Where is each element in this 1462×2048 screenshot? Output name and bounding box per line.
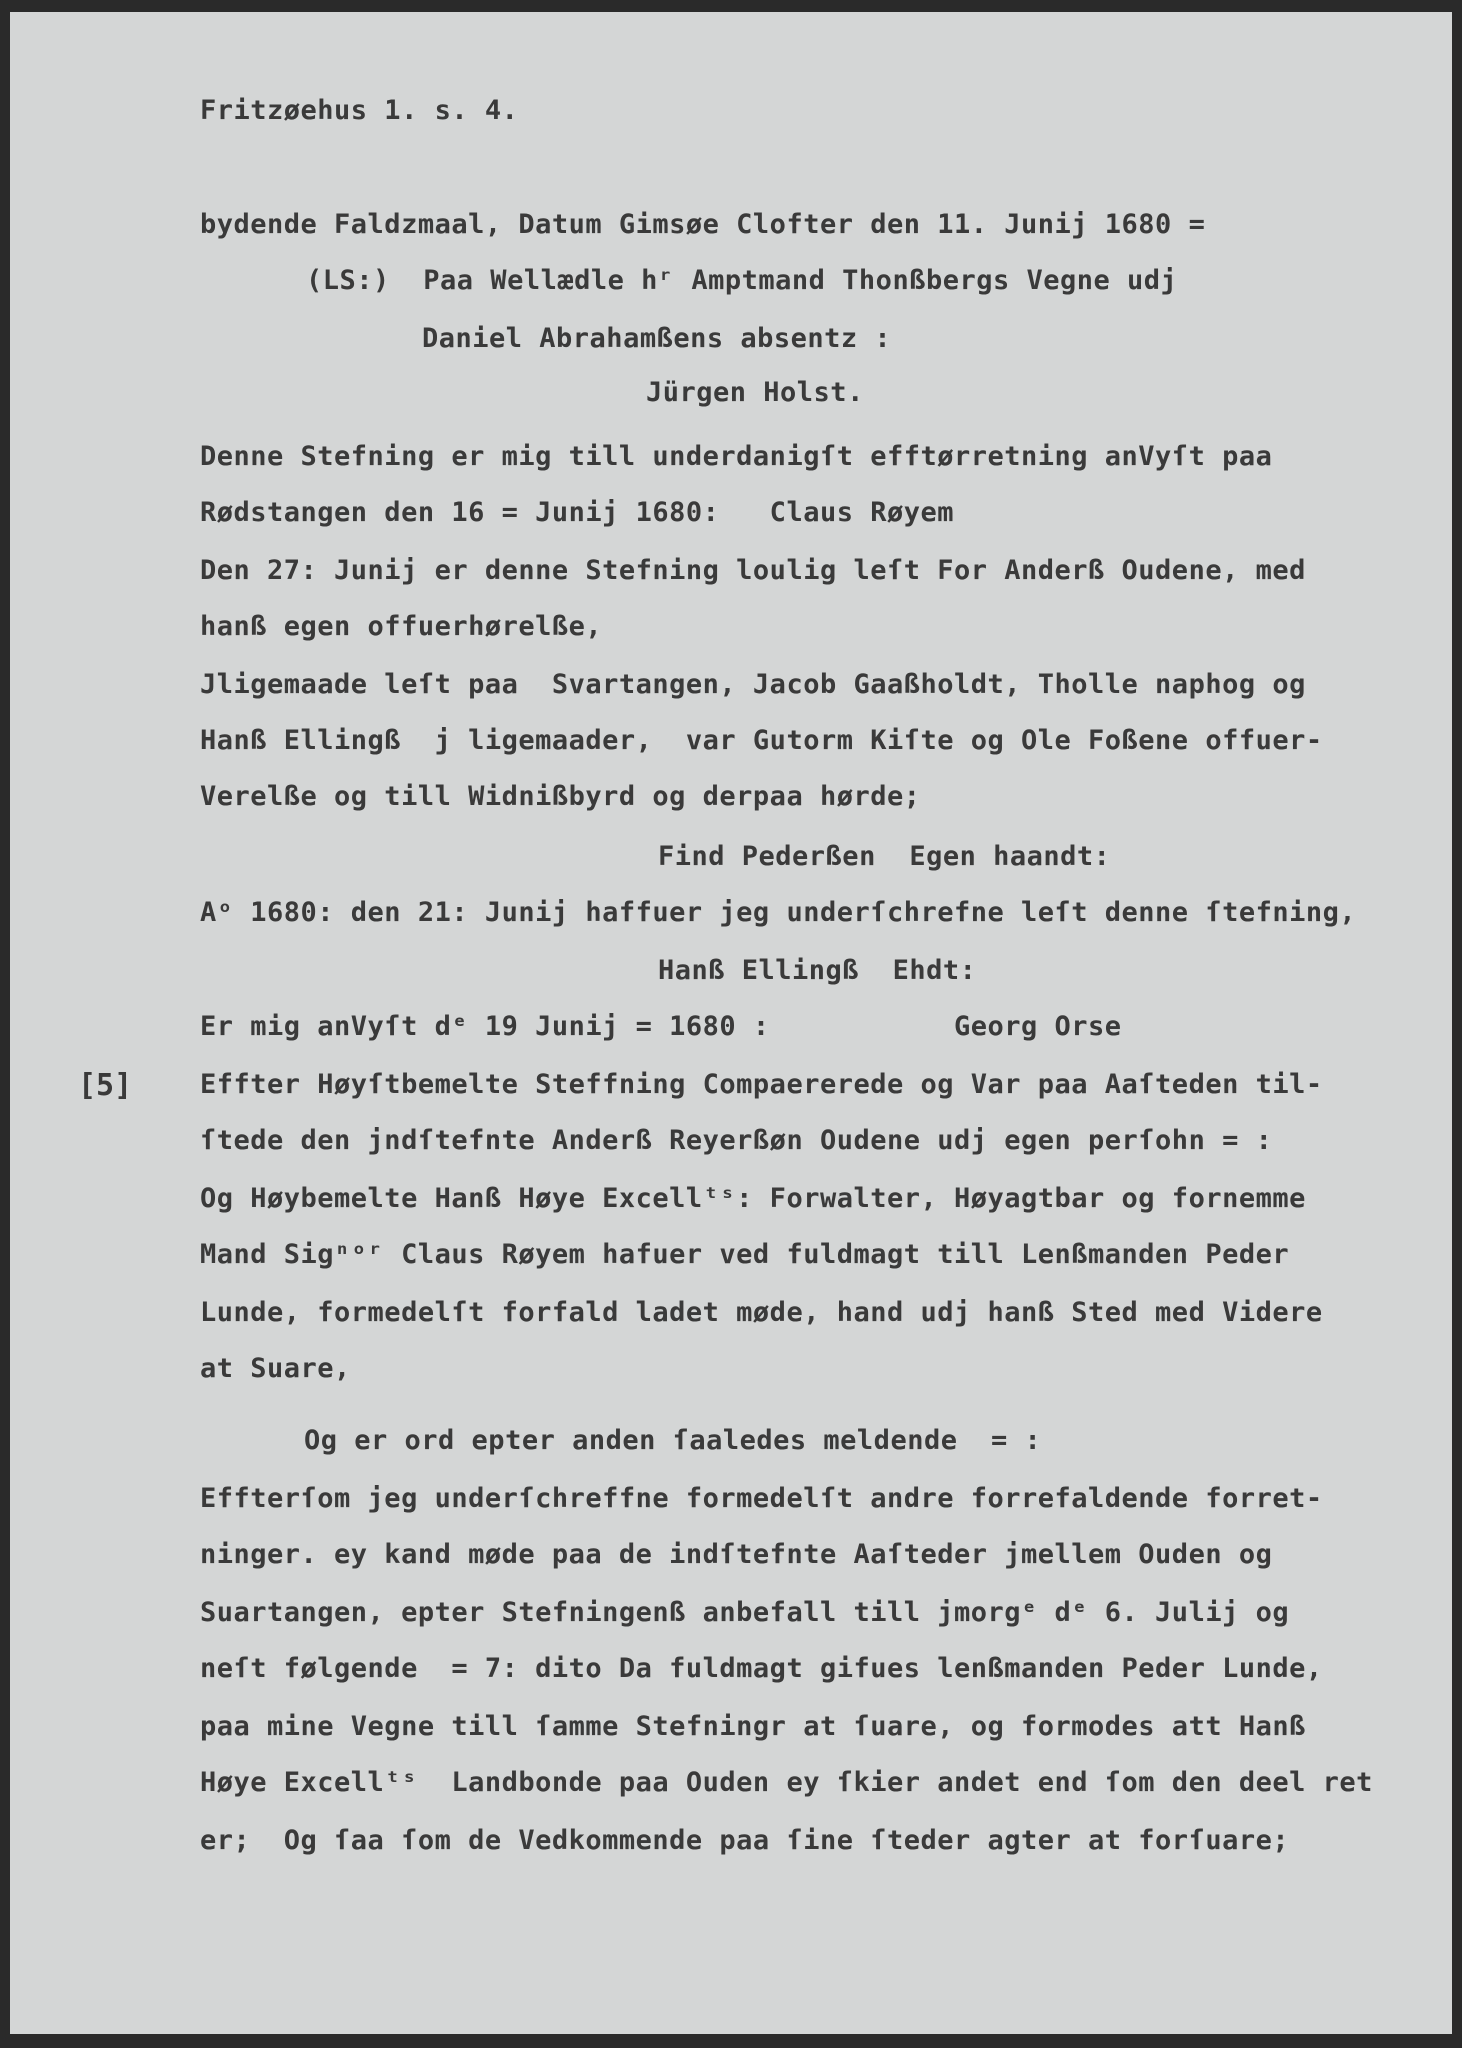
text-line: er; Og ſaa ſom de Vedkommende paa ſine ſteder agter at forſuare; [200,1825,1290,1856]
signature-line: Find Pederßen Egen haandt: [658,841,1111,872]
text-line: Effterſom jeg underſchreffne formedelſt andre forrefaldende forret- [200,1483,1323,1514]
text-line: at Suare, [200,1353,351,1384]
text-line: Effter Høyſtbemelte Steffning Compaererede og Var paa Aaſteden til- [200,1069,1323,1100]
text-line: Den 27: Junij er denne Stefning loulig leſt For Anderß Oudene, med [200,555,1306,586]
text-line: Aᵒ 1680: den 21: Junij haffuer jeg underſchrefne leſt denne ſtefning, [200,897,1357,928]
text-line: Daniel Abrahamßens absentz : [422,323,892,354]
text-line: Hanß Ellingß j ligemaader, var Gutorm Kiſte og Ole Foßene offuer- [200,725,1323,756]
text-line: (LS:) Paa Wellædle hʳ Amptmand Thonßbergs Vegne udj [306,265,1178,296]
text-line: Rødstangen den 16 = Junij 1680: Claus Røyem [200,497,954,528]
text-line: Mand Sigⁿᵒʳ Claus Røyem hafuer ved fuldmagt till Lenßmanden Peder [200,1239,1290,1270]
text-line: hanß egen offuerhørelße, [200,611,603,642]
text-line: Høye Excellᵗˢ Landbonde paa Ouden ey ſkier andet end ſom den deel ret [200,1767,1373,1798]
page-header: Fritzøehus 1. s. 4. [200,95,519,126]
text-line: Og Høybemelte Hanß Høye Excellᵗˢ: Forwalter, Høyagtbar og fornemme [200,1183,1306,1214]
text-line: ſtede den jndſtefnte Anderß Reyerßøn Oudene udj egen perſohn = : [200,1125,1273,1156]
signature-line: Jürgen Holst. [646,377,864,408]
text-line: Verelße og till Widnißbyrd og derpaa hørde; [200,781,921,812]
text-line: bydende Faldzmaal, Datum Gimsøe Clofter den 11. Junij 1680 = [200,209,1206,240]
margin-page-number: [5] [78,1068,133,1103]
document-page [10,12,1452,2034]
text-line: Denne Stefning er mig till underdanigſt efftørretning anVyſt paa [200,441,1273,472]
signature-line: Hanß Ellingß Ehdt: [658,955,977,986]
text-line: neſt følgende = 7: dito Da fuldmagt gifues lenßmanden Peder Lunde, [200,1653,1323,1684]
text-line: ninger. ey kand møde paa de indſtefnte Aaſteder jmellem Ouden og [200,1539,1273,1570]
text-line: Og er ord epter anden ſaaledes meldende = : [304,1425,1042,1456]
text-line: Lunde, formedelſt forfald ladet møde, hand udj hanß Sted med Videre [200,1297,1323,1328]
text-line: Jligemaade leſt paa Svartangen, Jacob Gaaßholdt, Tholle naphog og [200,669,1306,700]
text-line: Suartangen, epter Stefningenß anbefall till jmorgᵉ dᵉ 6. Julij og [200,1597,1290,1628]
text-line: Er mig anVyſt dᵉ 19 Junij = 1680 : Georg Orse [200,1011,1122,1042]
text-line: paa mine Vegne till ſamme Stefningr at ſuare, og formodes att Hanß [200,1711,1306,1742]
